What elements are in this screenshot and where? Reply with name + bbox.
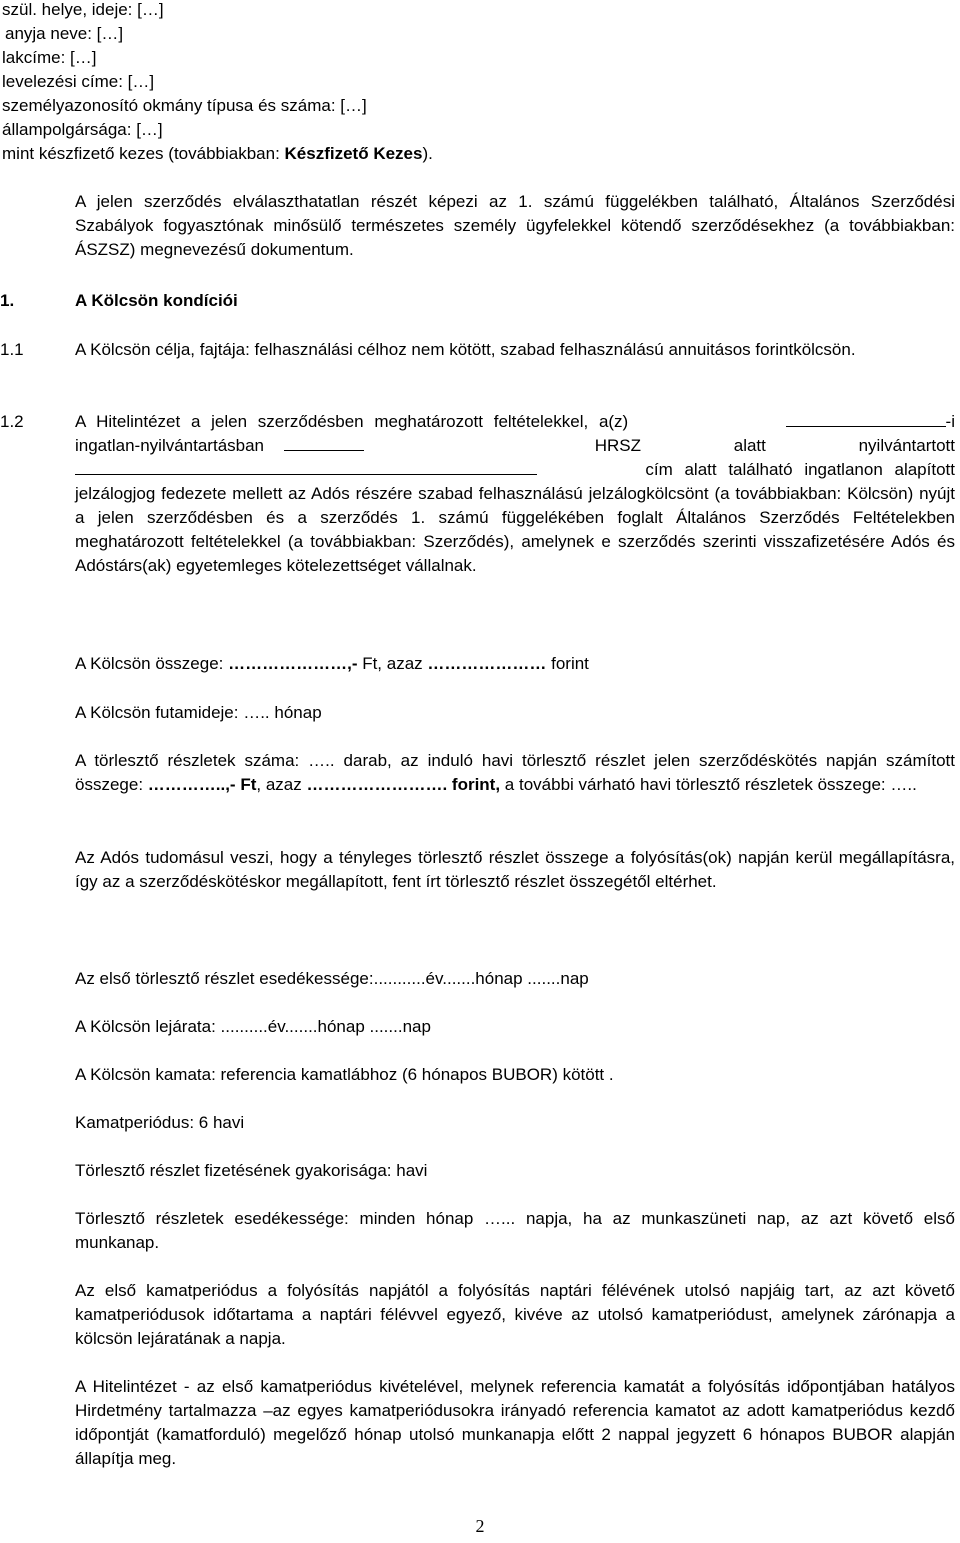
section-title: A Kölcsön kondíciói [75,291,238,310]
header-fields [2,0,433,166]
acknowledge-paragraph: Az Adós tudomásul veszi, hogy a tényleges törlesztő részlet összege a folyósítás(ok) napján kerül megállapításra, így az a szerződéskötéskor megállapított, fent írt törlesztő részlet összegétől eltérhet. [75,848,955,891]
clause-number: 1.2 [0,412,24,431]
first-due-date: Az első törlesztő részlet esedékessége:...........év.......hónap .......nap [75,969,589,988]
clause-line-3: cím alatt található ingatlanon alapított [75,458,955,482]
first-period-paragraph: Az első kamatperiódus a folyósítás napjától a folyósítás naptári félévének utolsó napjáig tart, az azt követő kamatperiódusok időtartama a naptári félévvel egyező, kivéve az utolsó kamatperiódust, amelynek zárónapja a kölcsön lejáratának a napja. [75,1281,955,1348]
interest-period: Kamatperiódus: 6 havi [75,1113,245,1132]
payment-frequency: Törlesztő részlet fizetésének gyakorisága: havi [75,1161,428,1180]
guarantor-line: mint készfizető kezes (továbbiakban: Készfizető Kezes). [2,144,433,163]
mailing-address-field: levelezési címe: […] [2,72,155,91]
blank-field [75,458,537,475]
loan-term: A Kölcsön futamideje: ….. hónap [75,703,322,722]
birth-field: szül. helye, ideje: […] [2,0,164,19]
due-dates-paragraph: Törlesztő részletek esedékessége: minden hónap …... napja, ha az munkaszüneti nap, az azt követő első munkanap. [75,1209,955,1252]
interest-rate: A Kölcsön kamata: referencia kamatlábhoz (6 hónapos BUBOR) kötött . [75,1065,614,1084]
id-document-field: személyazonosító okmány típusa és száma: […] [2,96,367,115]
clause-text: A Hitelintézet a jelen szerződésben meghatározott feltételekkel, a(z) -i ingatlan-nyilvántartásban HRSZ alatt nyilvántartott cím alatt található ingatlanon alapított jelzálogjog fedezete mellett az Adós részére szabad felhasználású jelzálogkölcsönt (a továbbiakban: Kölcsön) nyújt a jelen szerződésben és a szerződés 1. számú függelékében foglalt Általános Szerződés Feltételekben meghatározott feltételekkel (a továbbiakban: Szerződés), amelynek e szerződés szerinti visszafizetésére Adós és Adóstárs(ak) egyetemleges kötelezettséget vállalnak. [75,412,955,575]
maturity-date: A Kölcsön lejárata: ..........év.......hónap .......nap [75,1017,431,1036]
mother-name-field: anyja neve: […] [5,24,124,43]
section-number: 1. [0,291,15,310]
clause-text: A Kölcsön célja, fajtája: felhasználási célhoz nem kötött, szabad felhasználású annuitásos forintkölcsön. [75,340,856,359]
installments-paragraph: A törlesztő részletek száma: ….. darab, az induló havi törlesztő részlet jelen szerződéskötés napján számított összege: …………..,- Ft, azaz ……………………. forint, a további várható havi törlesztő részletek összege: ….. [75,751,955,794]
reference-rate-paragraph: A Hitelintézet - az első kamatperiódus kivételével, melynek referencia kamatát a folyósítás időpontjában hatályos Hirdetmény tartalmazza –az egyes kamatperiódusokra irányadó referencia kamatot az adott kamatperiódus kezdő időpontját (kamatforduló) megelőző hónap utolsó munkanapja előtt 2 nappal jegyzett 6 hónapos BUBOR alapján állapítja meg. [75,1377,955,1468]
blank-field [284,434,364,451]
clause-line-2: ingatlan-nyilvántartásban HRSZ alatt nyilvántartott [75,436,955,455]
citizenship-field: állampolgársága: […] [2,120,163,139]
clause-number: 1.1 [0,340,24,359]
intro-paragraph: A jelen szerződés elválaszthatatlan részét képezi az 1. számú függelékben található, Általános Szerződési Szabályok fogyasztónak minősülő természetes személy ügyfelekkel kötendő szerződésekhez (a továbbiakban: ÁSZSZ) megnevezésű dokumentum. [75,192,955,259]
page-number: 2 [475,1516,485,1536]
intro-block [75,190,955,262]
address-field: lakcíme: […] [2,48,97,67]
loan-amount: A Kölcsön összege: …………………,- Ft, azaz ………………… forint [75,654,589,673]
clause-line-1: A Hitelintézet a jelen szerződésben meghatározott feltételekkel, a(z) -i [75,412,955,431]
blank-field [786,410,946,427]
